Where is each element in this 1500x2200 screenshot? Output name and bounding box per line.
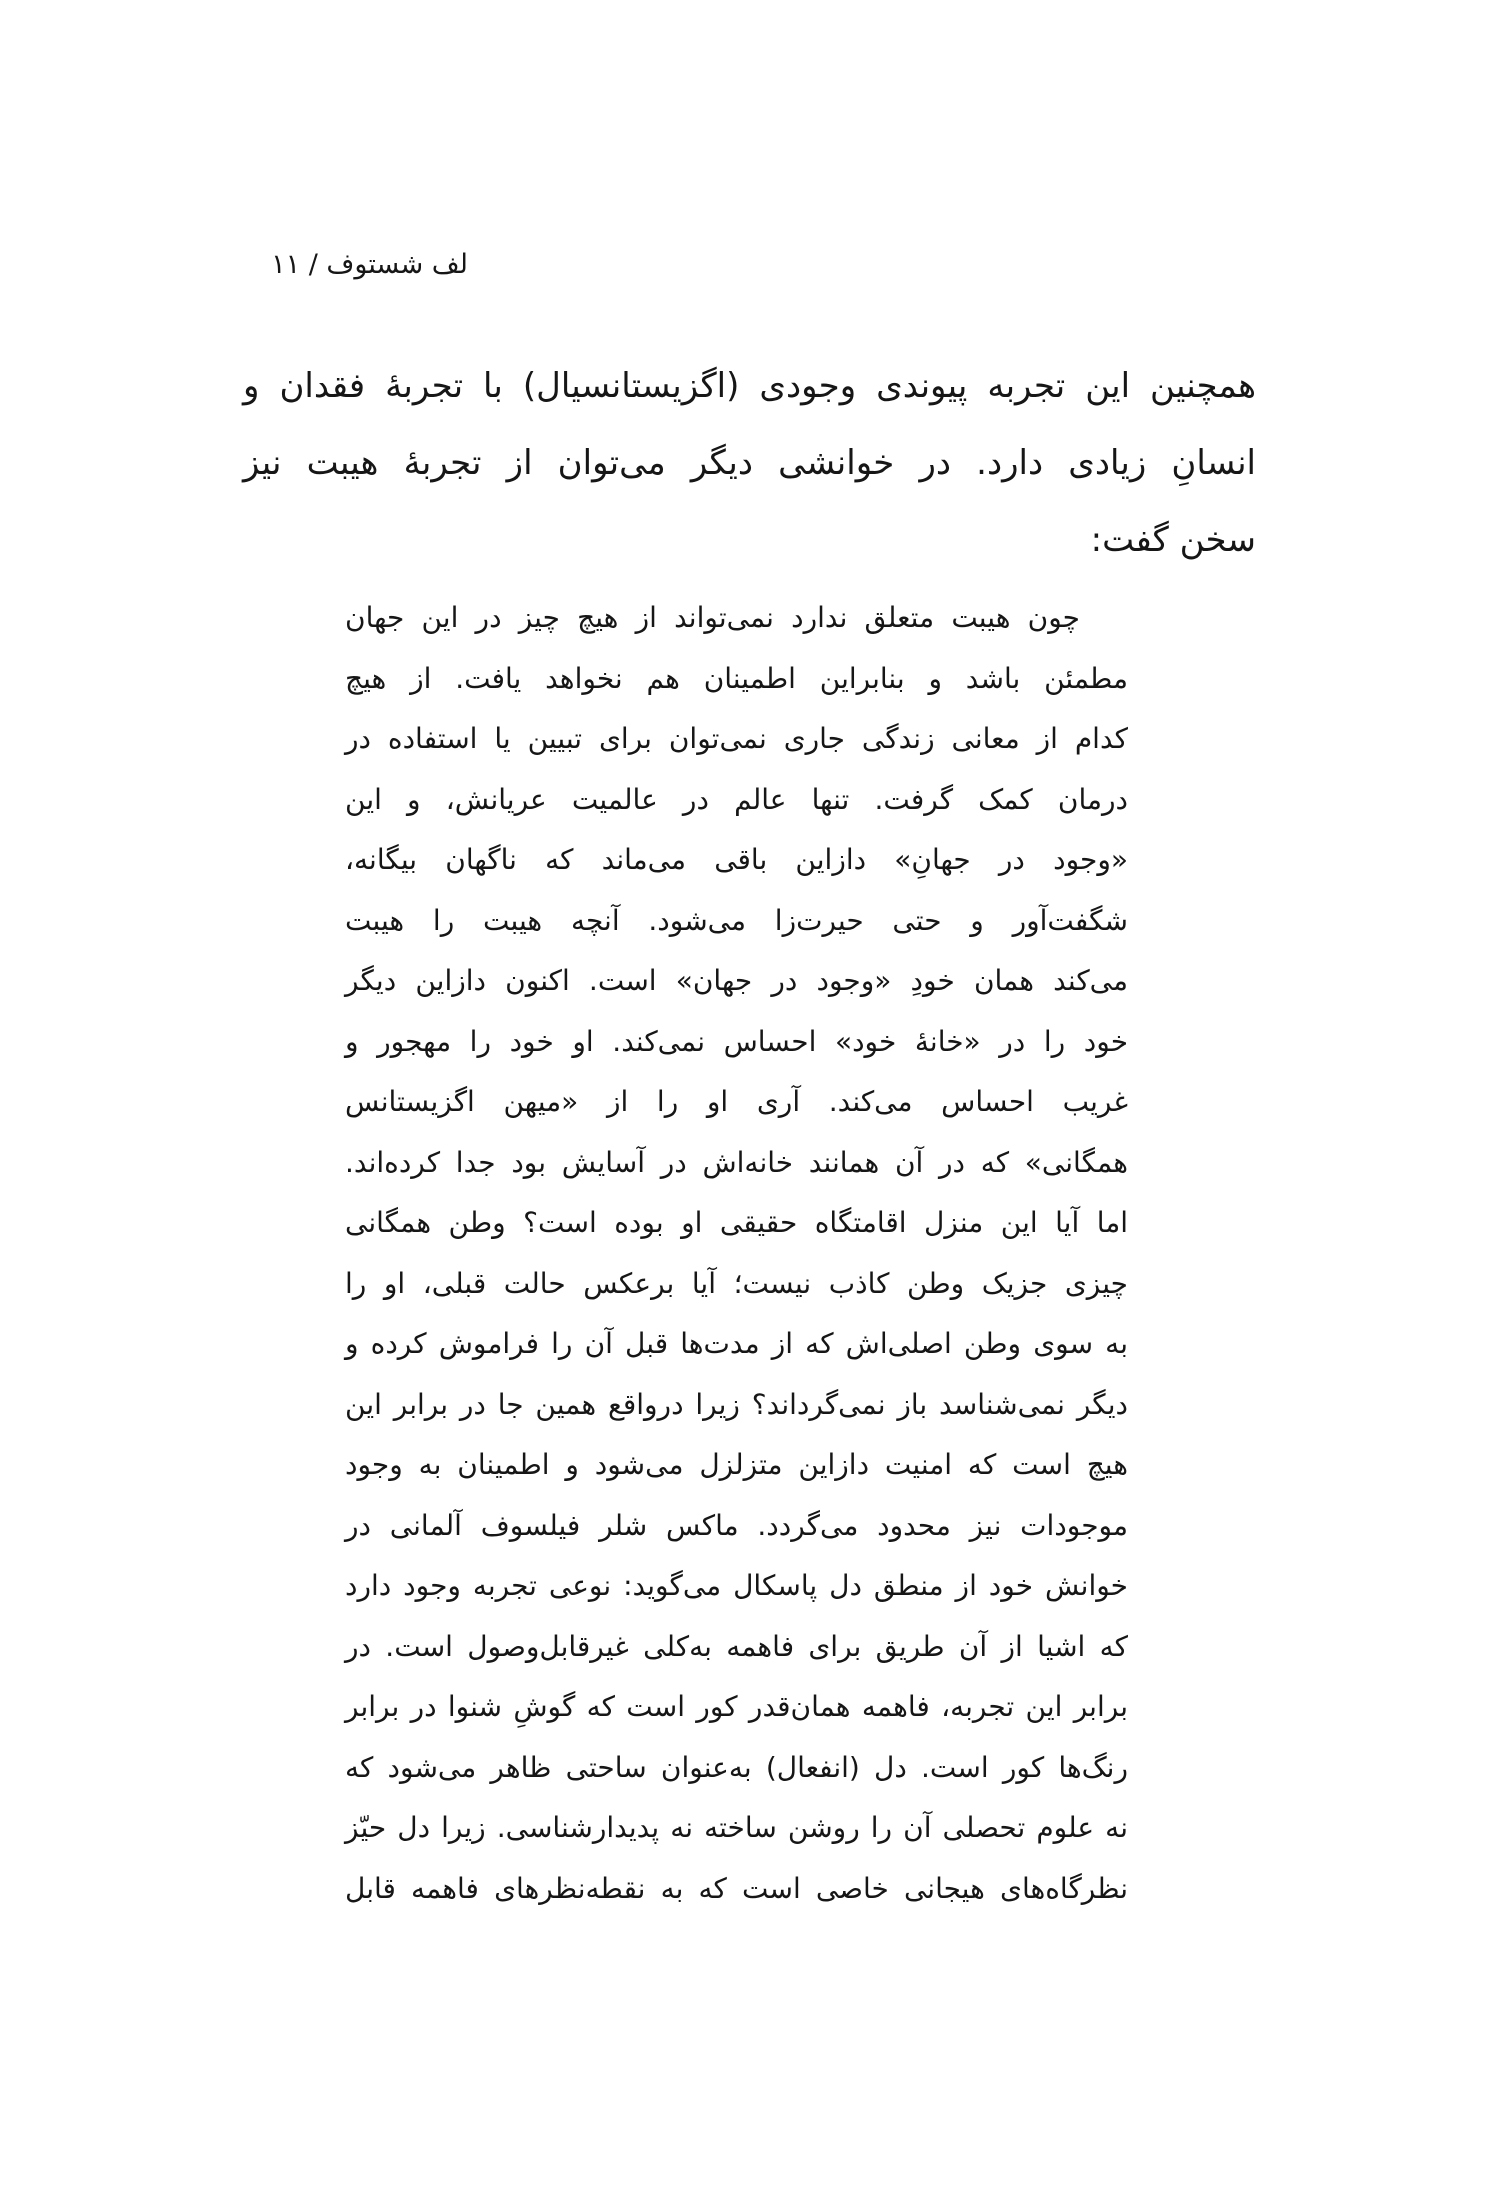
quote-line: شگفت‌آور و حتی حیرت‌زا می‌شود. آنچه هیبت را هیبت <box>345 903 1128 937</box>
quote-line: نظرگاه‌های هیجانی خاصی است که به نقطه‌نظرهای فاهمه قابل <box>345 1871 1128 1905</box>
quote-line: برابر این تجربه، فاهمه همان‌قدر کور است که گوشِ شنوا در برابر <box>345 1690 1128 1723</box>
quote-line: کدام از معانی زندگی جاری نمی‌توان برای تبیین یا استفاده در <box>345 722 1128 755</box>
quote-line: چون هیبت متعلق ندارد نمی‌تواند از هیچ چیز در این جهان <box>345 601 1080 634</box>
paragraph-line: انسانِ زیادی دارد. در خوانشی دیگر می‌توان از تجربهٔ هیبت نیز <box>243 443 1256 483</box>
quote-line: هیچ است که امنیت دازاین متزلزل می‌شود و اطمینان به وجود <box>345 1448 1128 1481</box>
quote-line: موجودات نیز محدود می‌گردد. ماکس شلر فیلسوف آلمانی در <box>345 1508 1128 1542</box>
quote-line: رنگ‌ها کور است. دل (انفعال) به‌عنوان ساحتی ظاهر می‌شود که <box>345 1750 1128 1784</box>
quote-line: مطمئن باشد و بنابراین اطمینان هم نخواهد یافت. از هیچ <box>345 661 1128 695</box>
quote-line: که اشیا از آن طریق برای فاهمه به‌کلی غیرقابل‌وصول است. در <box>345 1629 1128 1663</box>
quote-line: غریب احساس می‌کند. آری او را از «میهن اگزیستانس <box>345 1085 1128 1118</box>
quote-line: همگانی» که در آن همانند خانه‌اش در آسایش بود جدا کرده‌اند. <box>345 1145 1128 1179</box>
main-paragraph <box>243 348 1256 579</box>
quote-line: «وجود در جهانِ» دازاین باقی می‌ماند که ناگهان بیگانه، <box>345 843 1128 876</box>
quote-line: اما آیا این منزل اقامتگاه حقیقی او بوده است؟ وطن همگانی <box>345 1206 1128 1239</box>
quote-line: نه علوم تحصلی آن را روشن ساخته نه پدیدارشناسی. زیرا دل حیّز <box>345 1811 1128 1844</box>
block-quote <box>345 588 1128 1919</box>
running-head: لف شستوف / ۱۱ <box>271 249 468 280</box>
quote-line: به سوی وطن اصلی‌اش که از مدت‌ها قبل آن را فراموش کرده و <box>345 1327 1128 1360</box>
quote-line: خود را در «خانهٔ خود» احساس نمی‌کند. او خود را مهجور و <box>345 1024 1128 1058</box>
quote-line: می‌کند همان خودِ «وجود در جهان» است. اکنون دازاین دیگر <box>345 964 1128 997</box>
paragraph-line: همچنین این تجربه پیوندی وجودی (اگزیستانسیال) با تجربهٔ فقدان و <box>243 366 1256 406</box>
paragraph-line: سخن گفت: <box>1090 520 1256 560</box>
quote-line: دیگر نمی‌شناسد باز نمی‌گرداند؟ زیرا درواقع همین جا در برابر این <box>345 1387 1128 1421</box>
quote-line: چیزی جزیک وطن کاذب نیست؛ آیا برعکس حالت قبلی، او را <box>345 1266 1128 1300</box>
quote-line: خوانش خود از منطق دل پاسکال می‌گوید: نوعی تجربه وجود دارد <box>345 1569 1128 1602</box>
quote-line: درمان کمک گرفت. تنها عالم در عالمیت عریانش، و این <box>345 782 1128 816</box>
